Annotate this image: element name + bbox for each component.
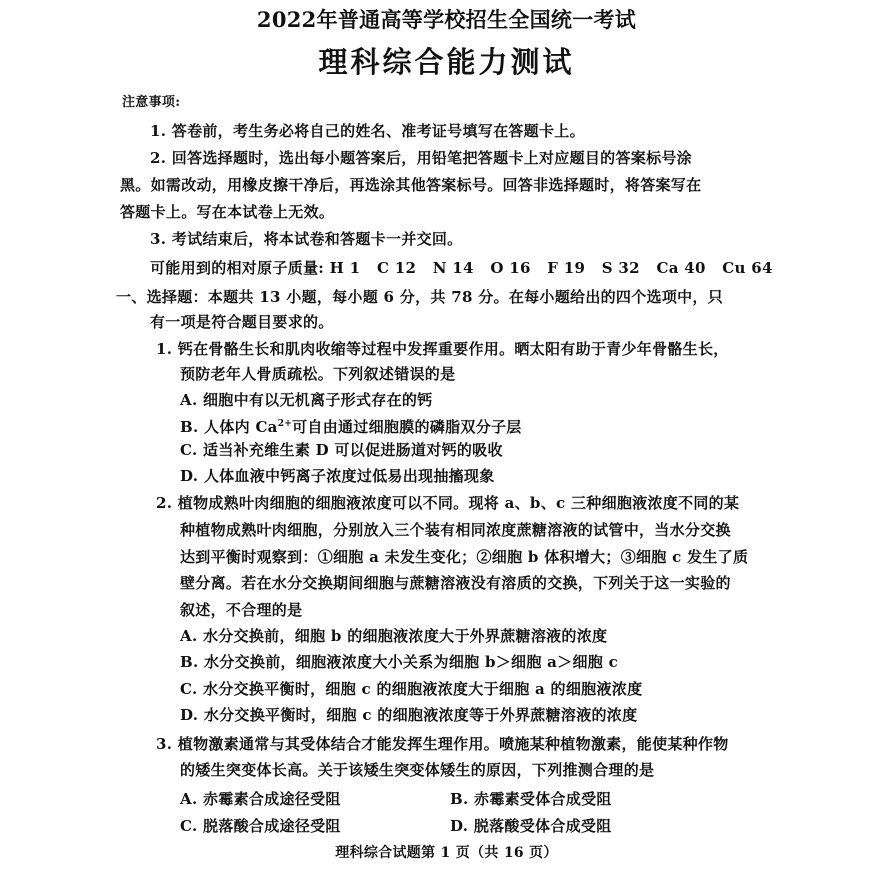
option-a: A. 赤霉素合成途径受阻 — [180, 790, 341, 808]
option-a: A. 水分交换前，细胞 b 的细胞液浓度大于外界蔗糖溶液的浓度 — [180, 627, 608, 645]
question-stem: 的矮生突变体长高。关于该矮生突变体矮生的原因，下列推测合理的是 — [180, 761, 655, 779]
option-b — [180, 414, 522, 437]
option-b: B. 水分交换前，细胞液浓度大小关系为细胞 b＞细胞 a＞细胞 c — [180, 653, 619, 671]
question-stem: 3. 植物激素通常与其受体结合才能发挥生理作用。喷施某种植物激素，能使某种作物 — [156, 735, 729, 753]
question-stem: 预防老年人骨质疏松。下列叙述错误的是 — [180, 365, 456, 383]
option-a: A. 细胞中有以无机离子形式存在的钙 — [180, 391, 433, 409]
question-stem: 壁分离。若在水分交换期间细胞与蔗糖溶液没有溶质的交换，下列关于这一实验的 — [180, 574, 731, 592]
section-heading-cont: 有一项是符合题目要求的。 — [150, 313, 334, 331]
option-b-text: B. 人体内 Ca — [180, 418, 278, 436]
note-line: 黑。如需改动，用橡皮擦干净后，再选涂其他答案标号。回答非选择题时，将答案写在 — [120, 176, 702, 194]
option-d: D. 人体血液中钙离子浓度过低易出现抽搐现象 — [180, 467, 495, 485]
section-heading: 一、选择题：本题共 13 小题，每小题 6 分，共 78 分。在每小题给出的四个选项中，只 — [116, 288, 724, 306]
option-d: D. 水分交换平衡时，细胞 c 的细胞液浓度等于外界蔗糖溶液的浓度 — [180, 706, 638, 724]
option-c: C. 适当补充维生素 D 可以促进肠道对钙的吸收 — [180, 441, 503, 459]
option-c: C. 水分交换平衡时，细胞 c 的细胞液浓度大于细胞 a 的细胞液浓度 — [180, 680, 643, 698]
note-line: 3. 考试结束后，将本试卷和答题卡一并交回。 — [150, 230, 463, 248]
question-stem: 1. 钙在骨骼生长和肌肉收缩等过程中发挥重要作用。晒太阳有助于青少年骨骼生长， — [156, 340, 729, 358]
option-b: B. 赤霉素受体合成受阻 — [450, 790, 612, 808]
note-line: 2. 回答选择题时，选出每小题答案后，用铅笔把答题卡上对应题目的答案标号涂 — [150, 149, 692, 167]
note-line: 答题卡上。写在本试卷上无效。 — [120, 203, 335, 221]
exam-subtitle: 理科综合能力测试 — [318, 45, 575, 79]
question-stem: 叙述，不合理的是 — [180, 601, 303, 619]
option-c: C. 脱落酸合成途径受阻 — [180, 817, 341, 835]
option-b-text: 可自由通过细胞膜的磷脂双分子层 — [292, 418, 522, 436]
option-d: D. 脱落酸受体合成受阻 — [450, 817, 612, 835]
atomic-masses: 可能用到的相对原子质量: H 1 C 12 N 14 O 16 F 19 S 32 Ca 40 Cu 64 — [150, 259, 773, 277]
exam-title: 2022年普通高等学校招生全国统一考试 — [256, 7, 637, 32]
superscript: 2+ — [277, 419, 293, 429]
question-stem: 2. 植物成熟叶肉细胞的细胞液浓度可以不同。现将 a、b、c 三种细胞液浓度不同的某 — [156, 494, 740, 512]
page-footer: 理科综合试题第 1 页（共 16 页） — [335, 845, 558, 861]
note-line: 1. 答卷前，考生务必将自己的姓名、准考证号填写在答题卡上。 — [150, 122, 585, 140]
notes-heading: 注意事项: — [122, 95, 181, 110]
question-stem: 种植物成熟叶肉细胞，分别放入三个装有相同浓度蔗糖溶液的试管中，当水分交换 — [180, 521, 731, 539]
question-stem: 达到平衡时观察到：①细胞 a 未发生变化；②细胞 b 体积增大；③细胞 c 发生了质 — [180, 548, 749, 566]
